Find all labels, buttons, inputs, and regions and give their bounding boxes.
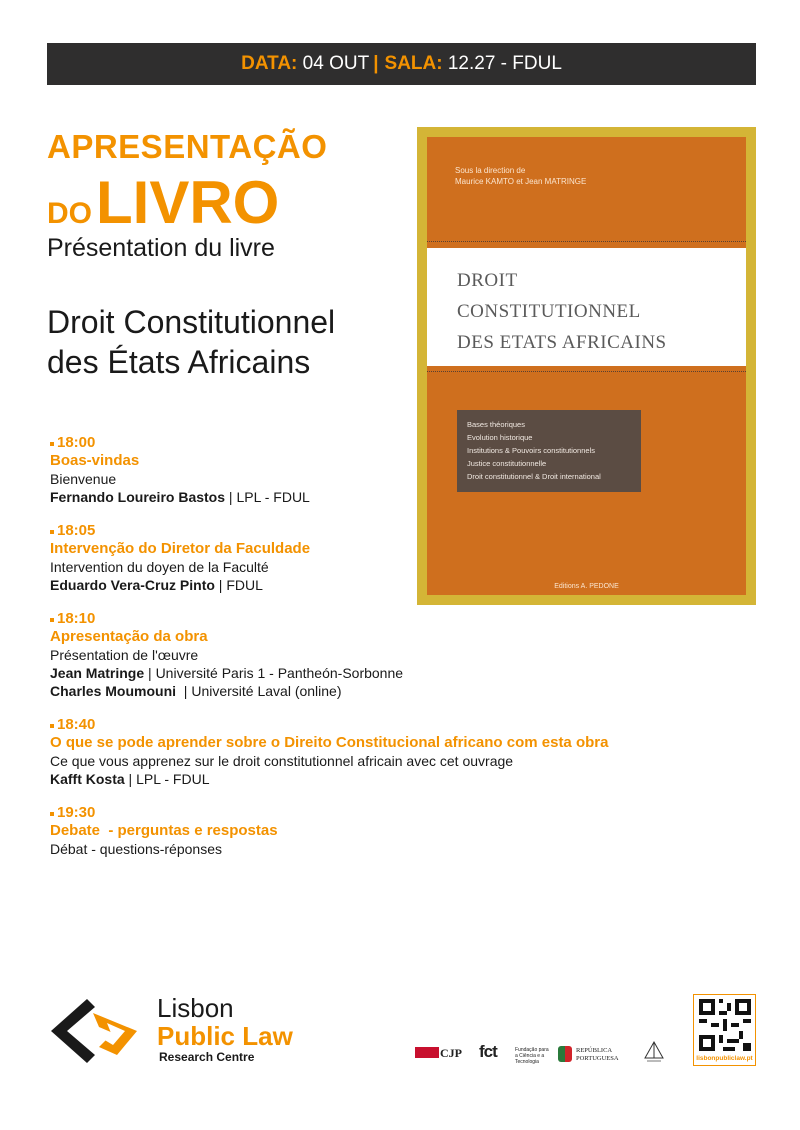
- program-item: [50, 610, 750, 700]
- program-title: Boas-vindas: [50, 452, 140, 469]
- program-time: 18:05: [50, 522, 750, 540]
- lisbon-public-law-logo: [47, 993, 327, 1065]
- program-subtitle: Présentation de l'œuvre: [50, 647, 199, 663]
- bullet-icon: [50, 530, 54, 534]
- cover-title-line3: DES ETATS AFRICAINS: [457, 332, 667, 353]
- heading-do: DO: [47, 197, 92, 230]
- qr-code[interactable]: [693, 994, 756, 1066]
- program-title: Intervenção do Diretor da Faculdade: [50, 540, 311, 557]
- program-item: [50, 434, 750, 506]
- speaker-name: Kafft Kosta: [50, 771, 125, 787]
- speaker: Kafft Kosta | LPL - FDUL: [50, 771, 210, 787]
- heading-livro: LIVRO: [96, 169, 280, 236]
- cover-title-line1: DROIT: [457, 270, 518, 291]
- cover-divider-bottom: [427, 371, 746, 373]
- portugal-emblem-icon: [558, 1046, 572, 1062]
- fct-logo: fct: [479, 1042, 497, 1061]
- speaker-institution: LPL - FDUL: [236, 489, 310, 505]
- bullet-icon: [50, 442, 54, 446]
- republica-text: REPÚBLICA PORTUGUESA: [576, 1047, 619, 1062]
- speaker-name: Fernando Loureiro Bastos: [50, 489, 226, 505]
- speaker-name: Jean Matringe: [50, 665, 145, 681]
- speaker-institution: Université Laval (online): [191, 683, 342, 699]
- lpl-logo-mark-icon: [47, 993, 147, 1065]
- cover-topic: Institutions & Pouvoirs constitutionnels: [467, 446, 595, 455]
- event-info-bar: [47, 43, 756, 85]
- speaker-institution: Université Paris 1 - Pantheón-Sorbonne: [155, 665, 404, 681]
- program-item: [50, 804, 750, 858]
- logo-lisbon-text: Lisbon: [157, 993, 234, 1023]
- speaker-name: Charles Moumouni: [50, 683, 177, 699]
- program-time: 18:10: [50, 610, 750, 628]
- cover-title: [457, 265, 667, 358]
- qr-url-text: lisbonpubliclaw.pt: [696, 1055, 753, 1062]
- cover-title-line2: CONSTITUTIONNEL: [457, 301, 641, 322]
- book-title-line2: des États Africains: [47, 344, 311, 380]
- cjp-logo: CJP: [415, 1046, 462, 1061]
- program-item: [50, 716, 750, 788]
- program-title: O que se pode aprender sobre o Direito Constitucional africano com esta obra: [50, 734, 609, 751]
- heading-french-subtitle: Présentation du livre: [47, 234, 275, 262]
- cover-topic: Droit constitutionnel & Droit international: [467, 472, 601, 481]
- date-value: 04 OUT: [302, 53, 370, 74]
- book-title: [47, 302, 407, 382]
- cover-editors-line1: Sous la direction de: [455, 166, 526, 175]
- program-time: 18:40: [50, 716, 750, 734]
- speaker-institution: LPL - FDUL: [136, 771, 210, 787]
- program-time: 18:00: [50, 434, 750, 452]
- program-subtitle: Ce que vous apprenez sur le droit constitutionnel africain avec cet ouvrage: [50, 753, 514, 769]
- logo-public-law-text: Public Law: [157, 1021, 293, 1051]
- program-subtitle: Bienvenue: [50, 471, 117, 487]
- cover-title-band: [427, 248, 746, 366]
- cover-editors-line2: Maurice KAMTO et Jean MATRINGE: [455, 177, 587, 186]
- bullet-icon: [50, 618, 54, 622]
- cover-topic: Evolution historique: [467, 433, 533, 442]
- bullet-icon: [50, 724, 54, 728]
- room-value: 12.27 - FDUL: [447, 53, 562, 74]
- speaker: Jean Matringe | Université Paris 1 - Pantheón-Sorbonne: [50, 665, 404, 681]
- cover-topic: Justice constitutionnelle: [467, 459, 547, 468]
- speaker-name: Eduardo Vera-Cruz Pinto: [50, 577, 215, 593]
- logo-research-centre-text: Research Centre: [159, 1050, 255, 1064]
- program-subtitle: Intervention du doyen de la Faculté: [50, 559, 269, 575]
- qr-code-icon: [699, 999, 751, 1051]
- cover-divider-top: [427, 241, 746, 243]
- book-title-line1: Droit Constitutionnel: [47, 304, 336, 340]
- program-item: [50, 522, 750, 594]
- program-title: Apresentação da obra: [50, 628, 208, 645]
- info-separator: |: [373, 53, 379, 74]
- faculty-emblem-icon: [643, 1040, 665, 1064]
- speaker: Fernando Loureiro Bastos | LPL - FDUL: [50, 489, 310, 505]
- program-time: 19:30: [50, 804, 750, 822]
- room-label: SALA:: [384, 53, 443, 74]
- cjp-bar-icon: [415, 1047, 439, 1058]
- speaker-institution: FDUL: [226, 577, 263, 593]
- heading-do-livro: [47, 168, 279, 237]
- speaker: Eduardo Vera-Cruz Pinto | FDUL: [50, 577, 263, 593]
- cover-publisher: Editions A. PEDONE: [554, 583, 619, 590]
- cover-editors: [455, 165, 586, 187]
- program-schedule: [50, 434, 750, 874]
- heading-apresentacao: APRESENTAÇÃO: [47, 128, 328, 165]
- program-title: Debate - perguntas e respostas: [50, 822, 278, 839]
- fct-logo-caption: Fundação para a Ciência e a Tecnologia: [515, 1047, 549, 1065]
- date-label: DATA:: [241, 53, 298, 74]
- bullet-icon: [50, 812, 54, 816]
- speaker: Charles Moumouni | Université Laval (online): [50, 683, 342, 699]
- program-subtitle: Débat - questions-réponses: [50, 841, 222, 857]
- cover-topic: Bases théoriques: [467, 420, 525, 429]
